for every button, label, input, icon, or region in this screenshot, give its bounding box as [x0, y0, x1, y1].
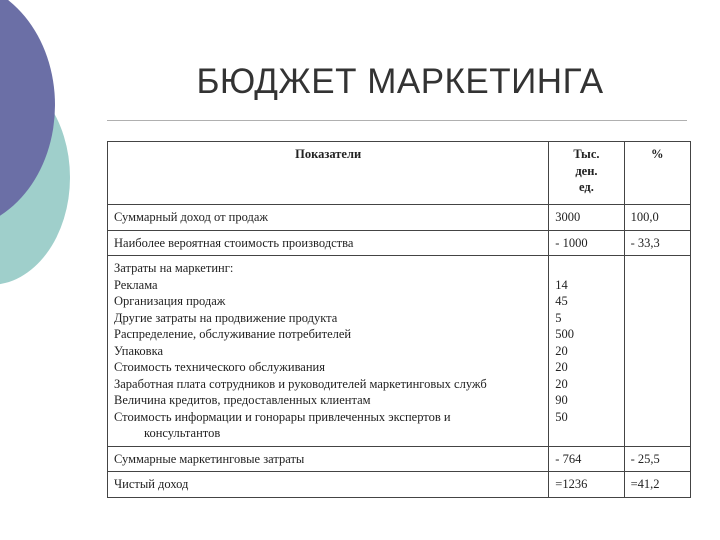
- cost-label-continuation: консультантов: [144, 426, 221, 440]
- table-row: [108, 230, 691, 256]
- cost-label: Реклама: [114, 277, 158, 292]
- header-thousand-line: Тыс.: [573, 147, 600, 161]
- row-value: - 764: [549, 446, 624, 472]
- cost-label: Заработная плата сотрудников и руководителей маркетинговых служб: [114, 376, 487, 391]
- row-label: Суммарные маркетинговые затраты: [108, 446, 549, 472]
- cost-label: Величина кредитов, предоставленных клиентам: [114, 393, 371, 407]
- row-value: 3000: [549, 205, 624, 231]
- table-row: [108, 472, 691, 498]
- cost-value: 500: [555, 327, 575, 341]
- page-title: БЮДЖЕТ МАРКЕТИНГА: [196, 62, 604, 101]
- cost-label: Затраты на маркетинг:: [114, 261, 234, 275]
- cost-value: 20: [555, 360, 568, 374]
- row-label: Суммарный доход от продаж: [108, 205, 549, 231]
- row-percent: =41,2: [624, 472, 690, 498]
- table-row: [108, 446, 691, 472]
- header-thousand-units: [549, 142, 624, 205]
- cost-value: 20: [555, 376, 568, 391]
- cost-value: 90: [555, 393, 568, 407]
- cost-value: 5: [555, 310, 562, 325]
- row-percent: 100,0: [624, 205, 690, 231]
- row-label: Наиболее вероятная стоимость производства: [108, 230, 549, 256]
- cost-label: Стоимость технического обслуживания: [114, 360, 325, 374]
- cost-value: 50: [555, 409, 568, 424]
- cost-label: Распределение, обслуживание потребителей: [114, 327, 352, 341]
- header-indicators: Показатели: [108, 142, 549, 205]
- row-value: - 1000: [549, 230, 624, 256]
- row-percent: - 33,3: [624, 230, 690, 256]
- cost-value: 14: [555, 277, 568, 292]
- cost-label: Организация продаж: [114, 294, 226, 308]
- marketing-costs-row: [108, 256, 691, 447]
- cost-value: 45: [555, 294, 568, 308]
- title-divider: [107, 120, 687, 121]
- header-thousand-line: ед.: [579, 180, 594, 194]
- header-percent: %: [624, 142, 690, 205]
- marketing-cost-values: [549, 256, 624, 447]
- table-row: [108, 205, 691, 231]
- cost-label: Другие затраты на продвижение продукта: [114, 310, 338, 325]
- cost-value: [555, 260, 617, 277]
- cost-value: 20: [555, 343, 568, 358]
- row-percent: - 25,5: [624, 446, 690, 472]
- row-label: Чистый доход: [108, 472, 549, 498]
- row-value: =1236: [549, 472, 624, 498]
- cost-label: Стоимость информации и гонорары привлеченных экспертов и: [114, 409, 451, 424]
- table-header-row: [108, 142, 691, 205]
- cost-label: Упаковка: [114, 343, 164, 358]
- header-thousand-line: ден.: [575, 163, 598, 178]
- marketing-budget-table: [107, 141, 691, 498]
- marketing-cost-percent: [624, 256, 690, 447]
- marketing-cost-labels: [108, 256, 549, 447]
